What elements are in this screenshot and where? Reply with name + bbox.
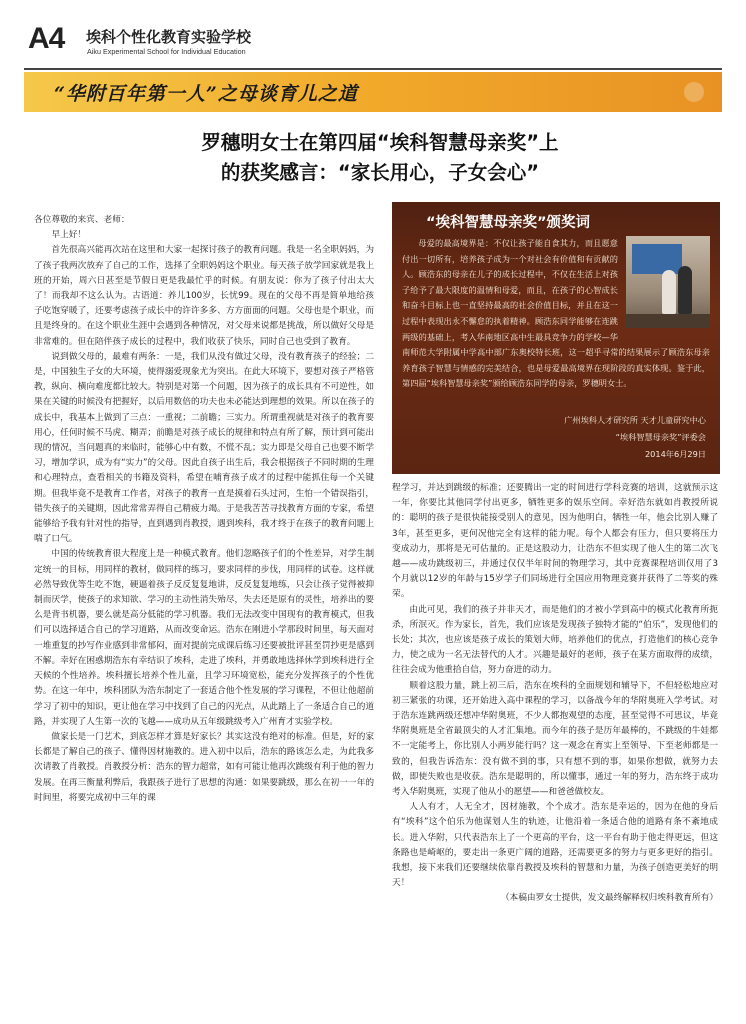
salutation: 各位尊敬的来宾、老师： xyxy=(34,215,130,225)
article-paragraph: 中国的传统教育很大程度上是一种模式教育。他们忽略孩子们的个性差异，对学生制定统一的目标，用同样的教材，做同样的练习，要求同样的步伐，用同样的试卷。这样就必然导致优等生吃不饱，硬逼着孩子反反复复地讲，反反复复地练，只会让孩子觉得被抑制而厌学，使孩子的求知欲、学习的主动性消失殆尽，失去还是原有的灵性，培养出的要么是背书机器，要么就是高分低能的学习机器。我们无法改变中国现有的教育模式，但我们可以选择适合自己的学习道路，从而改变命运。浩东在刚进小学那段时间里，每天面对一堆重复的抄写作业感到非常郁闷，面对提前完成课后练习还要被批评甚至罚抄更是感到不解。幸好在困惑期浩东有幸结识了埃科，走进了埃科，并勇敢地选择休学到埃科进行全天候的个性培养。埃科擅长培养个性儿童，且学习环境宽松，能充分发挥孩子的个性优势。在这一年中，埃科团队为浩东制定了一套适合他个性发展的学习课程，不但让他超前学习了初中的知识，更让他在学习中找到了自己的闪光点，从此踏上了一条适合自己的道路，并实现了人生第一次的飞越——成功从五年级跳级考入广州育才实验学校。 xyxy=(34,549,374,727)
header-rule xyxy=(24,68,722,70)
page-number: A4 xyxy=(28,22,65,55)
stage-floor xyxy=(626,314,710,328)
section-banner xyxy=(24,72,722,112)
article-paragraph: 说到做父母的，最难有两条：一是，我们从没有做过父母，没有教育孩子的经验；二是，中国独生子女的大环境，使得溺爱现象尤为突出。在此大环境下，要想对孩子严格管教，纵向、横向难度都比较大。特别是对第一个问题，因为孩子的成长具有不可逆性，如果在关键的时候没有把握好，以后用数倍的功夫也未必能达到理想的效果。所以在孩子的成长中，我基本上做到了三点：一重视；二前瞻；三实力。所谓重视就是对孩子的教育要用心，任何时候不马虎、糊弄；前瞻是对孩子成长的规律和特点有所了解，预计到可能出现的情况，当问题真的来临时，能够心中有数，不慌不乱；实力即是父母自己也要不断学习，增加学识，成为有“实力”的父母。因此自孩子出生后，我会根据孩子不同时期的生理和心理特点，查看相关的书籍及资料，希望在哺育孩子成才的过程中能抓住每一个关键期。但我毕竟不是教育工作者，对孩子的教育一直是摸着石头过河，生怕一个错误指引，错失孩子的关键期，因此常常弄得自己精疲力竭。于是我苦苦寻找教育方面的专家，希望能够给予我有针对性的指导，直到遇到肖教授，遇到埃科，我才终于在孩子的教育问题上喘了口气。 xyxy=(34,351,374,545)
award-sign-org: 广州埃科人才研究所 天才儿童研究中心 xyxy=(564,415,706,425)
greeting: 早上好！ xyxy=(51,230,87,241)
article-left-column xyxy=(34,213,374,806)
banner-decoration xyxy=(684,82,704,102)
article-right-column xyxy=(392,481,718,907)
banner-title: “华附百年第一人”之母谈育儿之道 xyxy=(54,83,358,105)
award-ceremony-photo xyxy=(626,236,710,328)
person-figure xyxy=(662,270,676,314)
article-paragraph: 做家长是一门艺术，到底怎样才算是好家长？其实这没有绝对的标准。但是，好的家长都是了解自己的孩子、懂得因材施教的。进入初中以后，浩东的路该怎么走，为此我多次请教了肖教授。肖教授分析：浩东的智力超常，如有可能让他再次跳级有利于他的智力发展。在再三衡量利弊后，我跟孩子进行了思想的沟通：如果要跳级，那么在初一一年的时间里，将要完成初中三年的课 xyxy=(34,731,374,803)
article-paragraph: 人人有才，人无全才，因材施教，个个成才。浩东是幸运的，因为在他的身后有“埃科”这个伯乐为他谋划人生的轨迹，让他沿着一条适合他的道路有条不紊地成长。进入华附，只代表浩东上了一个更高的平台，这一平台有助于他走得更远，但这条路也是崎岖的，要走出一条更广阔的道路，还需要更多的努力与更多更好的指引。我想，接下来我们还要继续依靠肖教授及埃科的智慧和力量，为孩子创造更美好的明天！ xyxy=(392,802,718,889)
title-line-2: 的获奖感言：“家长用心，子女会心” xyxy=(220,161,540,184)
school-name-en: Aiku Experimental School for Individual Education xyxy=(87,47,246,56)
award-box xyxy=(392,202,720,474)
page-header xyxy=(24,20,724,66)
award-citation: 母爱的最高境界是：不仅让孩子能自食其力，而且愿意付出一切所有，培养孩子成为一个对社会有价值和有贡献的人。顾浩东的母亲在儿子的成长过程中，不仅在生活上对孩子给予了最大限度的温情和母爱，而且，在孩子的心智成长和奋斗目标上也一直坚持最高的社会价值目标，并且在这一过程中表现出永不懈怠的执着精神。顾浩东同学能够在连跳两级的基础上，考入华南地区高中生最具竞争力的学校—华南师范大学附属中学高中部广东奥校特长班，这一超乎寻常的结果展示了顾浩东母亲养育孩子智慧与情感的完美结合，也是母爱最高境界在现阶段的真实体现。鉴于此，第四届“埃科智慧母亲奖”颁给顾浩东同学的母亲，罗穗明女士。 xyxy=(402,238,710,389)
article-footnote: （本稿由罗女士提供，发文最终解释权归埃科教育所有） xyxy=(500,893,718,904)
award-sign-committee: “埃科智慧母亲奖”评委会 xyxy=(615,432,706,442)
award-title: “埃科智慧母亲奖”颁奖词 xyxy=(426,215,591,231)
school-name-cn: 埃科个性化教育实验学校 xyxy=(86,28,252,46)
person-figure xyxy=(678,266,692,314)
article-title xyxy=(130,128,630,188)
title-line-1: 罗穗明女士在第四届“埃科智慧母亲奖”上 xyxy=(201,131,559,154)
award-signature xyxy=(564,412,706,463)
award-sign-date: 2014年6月29日 xyxy=(644,449,706,459)
article-paragraph: 程学习，并达到跳级的标准；还要腾出一定的时间进行学科竞赛的培训，这就预示这一年，你要比其他同学付出更多，牺牲更多的娱乐空间。幸好浩东就如肖教授所说的：聪明的孩子是很快能接受别人的意见，因为他明白，牺牲一年，他会比别人赚了3年，甚至更多，更何况他完全有这样的能力呢。每个人都会有压力，但只要将压力变成动力，那将是无可估量的。正是这股动力，让浩东不但实现了他人生的第二次飞越——成功跳级初三，并通过仅仅半年时间的物理学习，其中竞赛课程培训仅用了3个月就以12岁的年龄与15岁学子们同场进行全国应用物理竞赛并获得了二等奖的殊荣。 xyxy=(392,483,718,600)
article-paragraph: 顺着这股力量，跳上初三后，浩东在埃科的全面规划和辅导下，不但轻松地应对初三紧张的功课，还开始进入高中课程的学习，以备战今年的华附奥班入学考试。对于浩东连跳两级还想冲华附奥班，不少人都抱观望的态度，甚至觉得不可思议，毕竟华附奥班是全省最顶尖的人才汇集地。而今年的孩子是历年最棒的，不跳级的牛娃都不一定能考上，你比别人小两岁能行吗？这一观念在育实上至领导、下至老师都是一致的，但我告诉浩东：没有做不到的事，只有想不到的事，如果你想做，就努力去做，即使失败也是收获。浩东是聪明的，所以懂事，通过一年的努力，浩东终于成功考入华附奥班，实现了他从小的愿望——和爸爸做校友。 xyxy=(392,680,718,798)
article-paragraph: 由此可见，我们的孩子并非天才，而是他们的才被小学到高中的模式化教育所扼杀，所泯灭。作为家长，首先，我们应该是发现孩子独特才能的“伯乐”，发现他们的长处；其次，也应该是孩子成长的策划大师，培养他们的优点，打造他们的核心竞争力，使之成为一名无法替代的人才。兴趣是最好的老师，孩子在某方面取得的成绩，往往会成为他重拾自信，努力奋进的动力。 xyxy=(392,604,718,676)
article-paragraph: 首先很高兴能再次站在这里和大家一起探讨孩子的教育问题。我是一名全职妈妈，为了孩子我两次放弃了自己的工作，选择了全职妈妈这个职业。每天孩子放学回家就是我上班的开始，周六日甚至是节假日更是我最忙乎的时候。有朋友说：你为了孩子付出太大了！而我却不这么认为。古语道：养儿100岁，长忧99。现在的父母不再是简单地给孩子吃饱穿暖了，还要考虑孩子成长中的许许多多、方方面面的问题。父母也是个职业，而且是终身的。在这个职业生涯中会遇到各种情况，对父母来说都是挑战，所以做好父母是非常难的。但在陪伴孩子成长的过程中，我们收获了快乐，同时自己也受到了教育。 xyxy=(34,245,374,347)
stage-screen xyxy=(632,244,682,274)
award-body xyxy=(402,236,710,392)
